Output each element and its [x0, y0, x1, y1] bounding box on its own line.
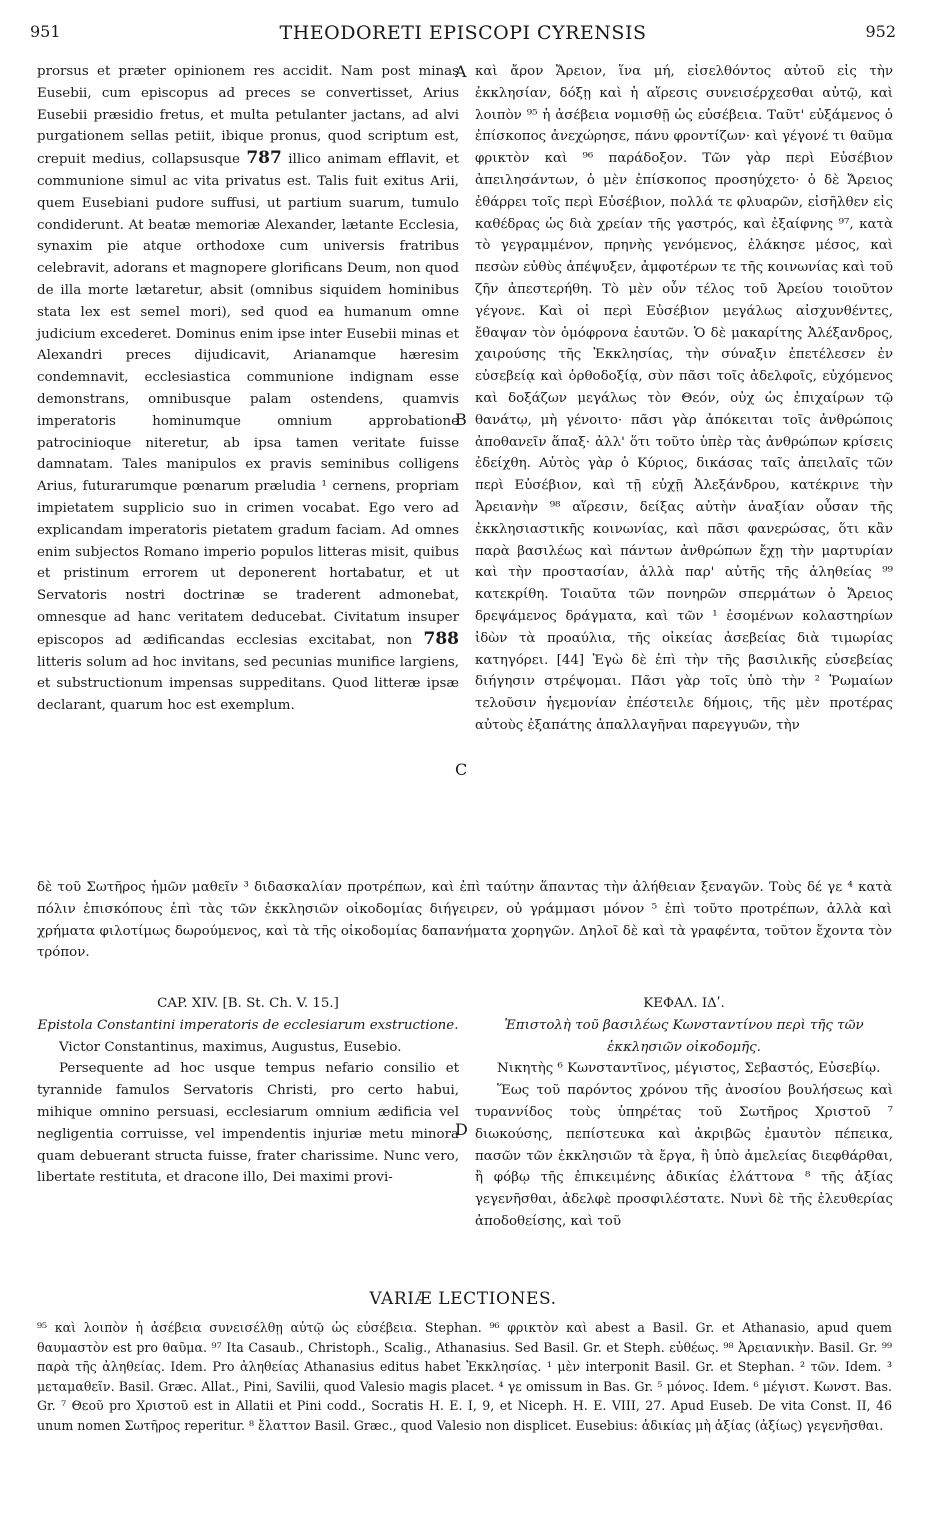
greek-full-paragraph: δὲ τοῦ Σωτῆρος ἡμῶν μαθεῖν ³ διδασκαλίαν προτρέπων, καὶ ἐπὶ ταύτην ἅπαντας τὴν ἀλήθειαν ξεναγῶν. Τοὺς δέ γε ⁴ κατὰ πόλιν ἐπισκόπους ἐπὶ τὰς τῶν ἐκκλησιῶν οἰκοδομίας διήγειρεν, οὐ γράμμασι μόνον ⁵ ἐπὶ τοῦτο προτρέπων, ἀλλὰ καὶ χρήματα φιλοτίμως δωρούμενος, καὶ τὰ τῆς οἰκοδομίας δαπανήματα χορηγῶν. Δηλοῖ δὲ καὶ τὰ γραφέντα, τοῦτον ἔχοντα τὸν τρόπον.	[37, 880, 892, 961]
latin-text-part-3: litteris solum ad hoc invitans, sed pecunias munifice largiens, et substructionum impensas suppeditans. Quod litteræ ipsæ declarant, quarum hoc est exemplum.	[37, 654, 459, 714]
greek-column-top	[475, 61, 893, 737]
greek-column-lower	[475, 993, 893, 1233]
greek-chapter-heading: ΚΕΦΑΛ. ΙΔʹ.	[643, 996, 725, 1011]
latin-column-lower	[37, 993, 459, 1189]
greek-paragraph: καὶ ἄρον Ἄρειον, ἵνα μή, εἰσελθόντος αὐτοῦ εἰς τὴν ἐκκλησίαν, δόξῃ καὶ ἡ αἵρεσις συνεισέρχεσθαι αὐτῷ, καὶ λοιπὸν ⁹⁵ ἡ ἀσέβεια νομισθῇ ὡς εὐσέβεια. Ταῦτ' εὐξάμενος ὁ ἐπίσκοπος ἀνεχώρησε, πάνυ φροντίζων· καὶ γέγονέ τι θαῦμα φρικτὸν καὶ ⁹⁶ παράδοξον. Τῶν γὰρ περὶ Εὐσέβιον ἀπειλησάντων, ὁ μὲν ἐπίσκοπος προσηύχετο· ὁ δὲ Ἄρειος ἐθάρρει τοῖς περὶ Εὐσέβιον, πολλά τε φλυαρῶν, εἰσῆλθεν εἰς καθέδρας ὡς διὰ χρείαν τῆς γαστρός, καὶ ἐξαίφνης ⁹⁷, κατὰ τὸ γεγραμμένον, πρηνὴς γενόμενος, ἐλάκησε μέσος, καὶ πεσὼν εὐθὺς ἀπέψυξεν, ἀμφοτέρων τε τῆς κοινωνίας καὶ τοῦ ζῆν ἀπεστερήθη. Τὸ μὲν οὖν τέλος τοῦ Ἀρείου τοιοῦτον γέγονε. Καὶ οἱ περὶ Εὐσέβιον μεγάλως αἰσχυνθέντες, ἔθαψαν τὸν ὁμόφρονα ἑαυτῶν. Ὁ δὲ μακαρίτης Ἀλέξανδρος, χαιρούσης τῆς Ἐκκλησίας, τὴν σύναξιν ἐπετέλεσεν ἐν εὐσεβείᾳ καὶ ὀρθοδοξίᾳ, σὺν πᾶσι τοῖς ἀδελφοῖς, εὐχόμενος καὶ δοξάζων μεγάλως τὸν Θεόν, οὐχ ὡς ἐπιχαίρων τῷ θανάτῳ, μὴ γένοιτο· πᾶσι γὰρ ἀπόκειται τοῖς ἀνθρώποις ἀποθανεῖν ἅπαξ· ἀλλ' ὅτι τοῦτο ὑπὲρ τὰς ἀνθρώπων κρίσεις ἐδείχθη. Αὐτὸς γὰρ ὁ Κύριος, δικάσας ταῖς ἀπειλαῖς τῶν περὶ Εὐσέβιον, καὶ τῇ εὐχῇ Ἀλεξάνδρου, κατέκρινε τὴν Ἀρειανὴν ⁹⁸ αἵρεσιν, δείξας αὐτὴν ἀναξίαν οὖσαν τῆς ἐκκλησιαστικῆς κοινωνίας, καὶ πᾶσι φανερώσας, ὅτι κἂν παρὰ βασιλέως καὶ πάντων ἀνθρώπων ἔχῃ τὴν μαρτυρίαν καὶ τὴν προστασίαν, ἀλλὰ παρ' αὐτῆς τῆς ἀληθείας ⁹⁹ κατεκρίθη. Τοιαῦτα τῶν πονηρῶν σπερμάτων ὁ Ἄρειος δρεψάμενος δράγματα, καὶ τῶν ¹ ἐσομένων κολαστηρίων ἰδὼν τὰ προαύλια, τῆς οἰκείας ἀσεβείας διὰ τιμωρίας κατηγόρει. [44] Ἐγὼ δὲ ἐπὶ τὴν τῆς βασιλικῆς εὐσεβείας διήγησιν στρέψομαι. Πᾶσι γὰρ τοῖς ὑπὸ τὴν ² Ῥωμαίων τελοῦσιν ἡγεμονίαν ἐπέστειλε δήμοις, τῆς μὲν προτέρας αὐτοὺς ἐξαπάτης ἀπαλλαγῆναι παρεγγυῶν, τὴν	[475, 64, 893, 733]
latin-chapter-heading: CAP. XIV. [B. St. Ch. V. 15.]	[157, 996, 339, 1011]
greek-full-width-text	[37, 877, 892, 964]
latin-text-part-2: illico animam efflavit, et communione simul ac vita privatus est. Talis fuit exitus Arii, quem Eusebiani pudore suffusi, ut partium suarum, tumulo condiderunt. At beatæ memoriæ Alexander, lætante Ecclesia, synaxim pie atque orthodoxe cum universis fratribus celebravit, adorans et magnopere glorificans Deum, non quod de illa morte lætaretur, absit (omnibus siquidem hominibus stata lex est semel mori), sed quod ea humanum omne judicium excederet. Dominus enim ipse inter Eusebii minas et Alexandri preces dijudicavit, Arianamque hæresim condemnavit, ecclesiastica communione indignam esse demonstrans, omnibusque palam ostendens, quamvis imperatoris hominumque omnium approbatione patrocinioque niteretur, ab ipsa tamen veritate fuisse damnatam. Tales manipulos ex pravis seminibus colligens Arius, futurarumque pœnarum præludia ¹ cernens, propriam impietatem supplicio suo in crimen vocabat. Ego vero ad explicandam imperatoris pietatem gradum faciam. Ad omnes enim subjectos Romano imperio populos litteras misit, quibus et pristinum errorem ut deponerent hortabatur, et ut Servatoris nostri doctrinæ se traderent admonebat, omnesque ad hanc veritatem deducebat. Civitatum insuper episcopos ad ædificandas ecclesias excitabat, non	[37, 152, 459, 648]
running-header	[30, 8, 896, 48]
margin-letter-c: C	[455, 760, 468, 779]
variae-lectiones-text: ⁹⁵ καὶ λοιπὸν ἡ ἀσέβεια συνεισέλθῃ αὐτῷ ὡς εὐσέβεια. Stephan. ⁹⁶ φρικτὸν καὶ abest a Basil. Gr. et Athanasio, apud quem θαυμαστὸν est pro θαῦμα. ⁹⁷ Ita Casaub., Christoph., Scalig., Athanasius. Sed Basil. Gr. et Steph. εὐθέως. ⁹⁸ Ἀρειανικὴν. Basil. Gr. ⁹⁹ παρὰ τῆς ἀληθείας. Idem. Pro ἀληθείας Athanasius editus habet Ἐκκλησίας. ¹ μὲν interponit Basil. Gr. et Stephan. ² τῶν. Idem. ³ μεταμαθεῖν. Basil. Græc. Allat., Pini, Savilii, quod Valesio magis placet. ⁴ γε omissum in Bas. Gr. ⁵ μόνος. Idem. ⁶ μέγιστ. Κωνστ. Bas. Gr. ⁷ Θεοῦ pro Χριστοῦ est in Allatii et Pini codd., Socratis H. E. I, 9, et Niceph. H. E. VIII, 27. Apud Euseb. De vita Const. II, 46 unum nomen Σωτῆρος reperitur. ⁸ ἔλαττον Basil. Græc., quod Valesio non displicet. Eusebius: ἀδικίας μὴ ἀξίας (ἀξίως) γεγενῆσθαι.	[37, 1320, 892, 1433]
margin-letter-b: B	[455, 410, 467, 429]
column-number-787: 787	[246, 148, 282, 169]
running-title: THEODORETI EPISCOPI CYRENSIS	[279, 22, 647, 44]
latin-chapter-subtitle: Epistola Constantini imperatoris de ecclesiarum exstructione.	[37, 1017, 459, 1033]
latin-paragraph	[37, 61, 459, 717]
greek-chapter-subtitle: Ἐπιστολὴ τοῦ βασιλέως Κωνσταντίνου περὶ τῆς τῶν ἐκκλησιῶν οἰκοδομῆς.	[504, 1017, 864, 1055]
margin-letter-d: D	[455, 1120, 468, 1139]
latin-column-top	[37, 61, 459, 717]
latin-text-part-1: prorsus et præter opinionem res accidit. Nam post minas Eusebii, cum episcopus ad preces se convertisset, Arius Eusebii præsidio fretus, et multa petulanter jactans, ad alvi purgationem sellas petiit, ibique pronus, quod scriptum est, crepuit medius, collapsusque	[37, 64, 459, 168]
page-number-left: 951	[30, 22, 61, 41]
variae-lectiones-notes	[37, 1318, 892, 1436]
variae-lectiones-heading: VARIÆ LECTIONES.	[369, 1289, 557, 1309]
margin-letter-a: A	[455, 62, 467, 81]
latin-letter-body: Persequente ad hoc usque tempus nefario consilio et tyrannide famulos Servatoris Christi, pro certo habui, mihique omnino persuasi, ecclesiarum omnium ædificia vel negligentia corruisse, vel impendentis injuriæ metu minora quam debuerant structa fuisse, frater charissime. Nunc vero, libertate restituta, et dracone illo, Dei maximi provi-	[37, 1061, 459, 1186]
column-number-788: 788	[423, 628, 459, 649]
latin-salutation: Victor Constantinus, maximus, Augustus, Eusebio.	[59, 1039, 402, 1055]
greek-salutation: Νικητὴς ⁶ Κωνσταντῖνος, μέγιστος, Σεβαστός, Εὐσεβίῳ.	[497, 1061, 881, 1077]
page-number-right: 952	[865, 22, 896, 41]
greek-letter-body: Ἕως τοῦ παρόντος χρόνου τῆς ἀνοσίου βουλήσεως καὶ τυραννίδος τοὺς ὑπηρέτας τοῦ Σωτῆρος Χριστοῦ ⁷ διωκούσης, πεπίστευκα καὶ ἀκριβῶς ἐμαυτὸν πέπεικα, πασῶν τῶν ἐκκλησιῶν τὰ ἔργα, ἢ ὑπὸ ἀμελείας διεφθάρθαι, ἢ φόβῳ τῆς ἐπικειμένης ἀδικίας ἐλάττονα ⁸ τῆς ἀξίας γεγενῆσθαι, ἀδελφὲ προσφιλέστατε. Νυνὶ δὲ τῆς ἐλευθερίας ἀποδοθείσης, καὶ τοῦ	[475, 1083, 893, 1229]
